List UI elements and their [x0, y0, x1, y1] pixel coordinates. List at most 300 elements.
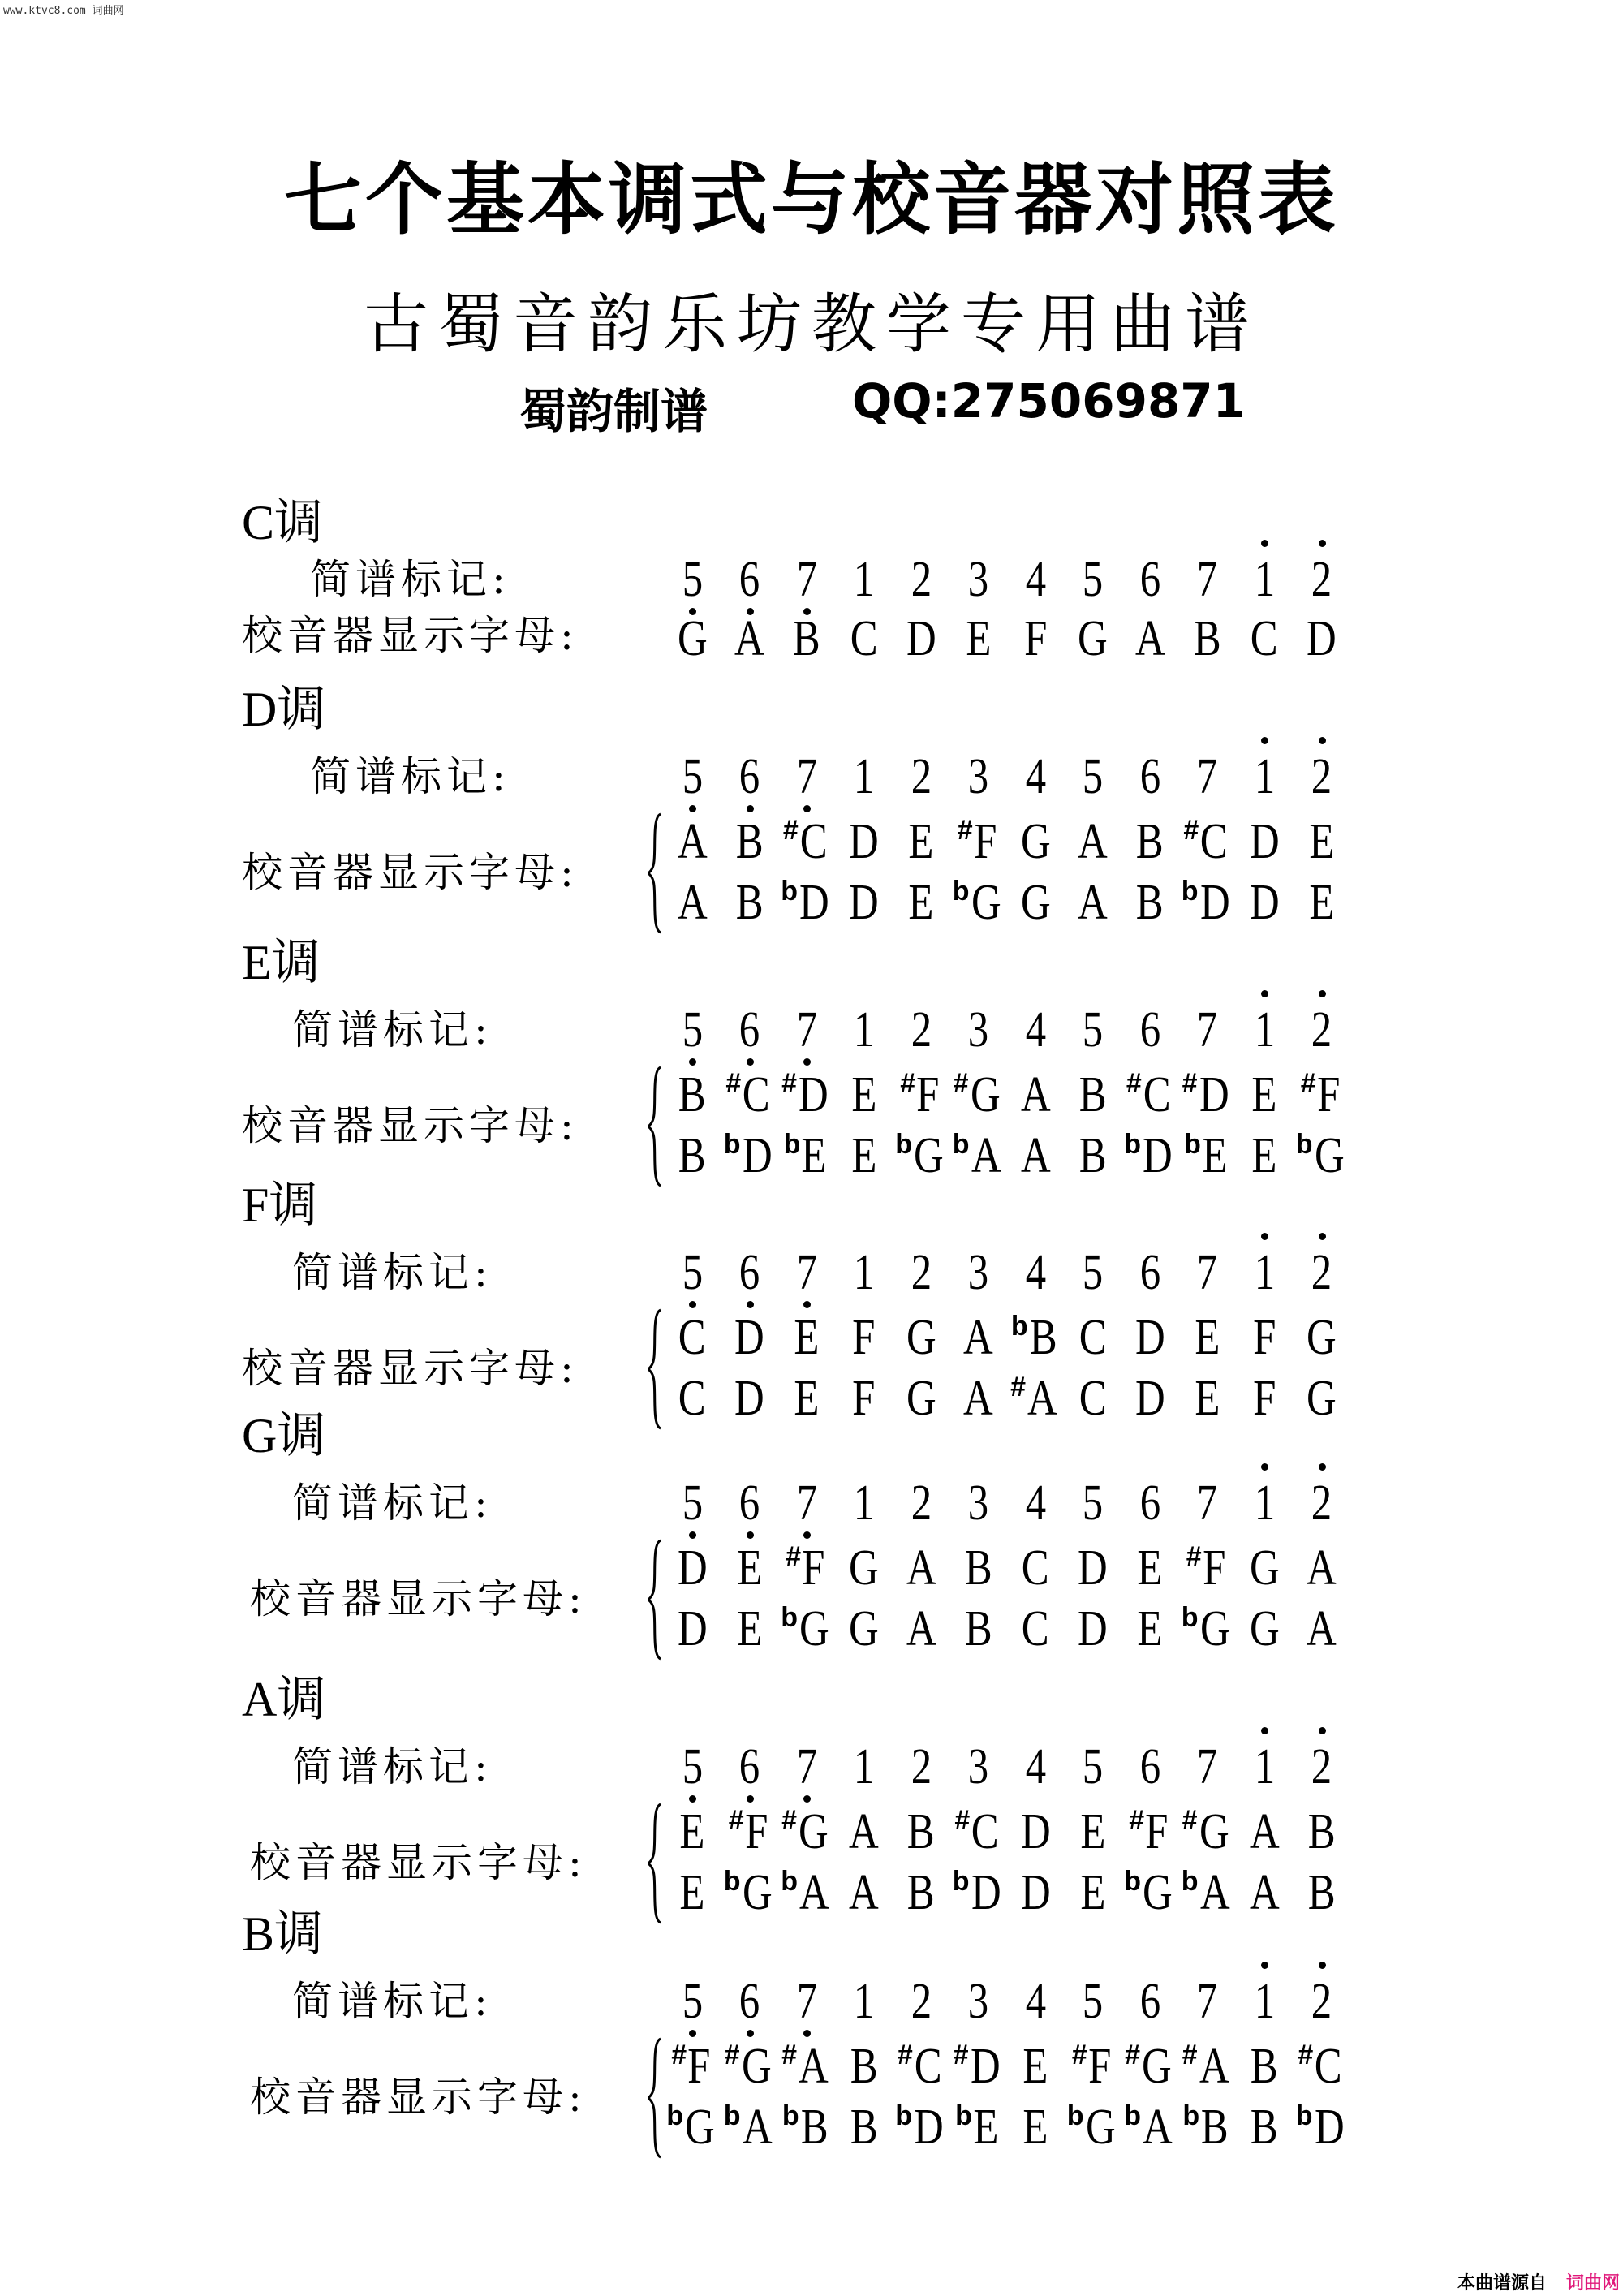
letter-name: E [679, 1865, 705, 1920]
jianpu-digit: 5 [682, 1002, 703, 1058]
jianpu-note [778, 1976, 835, 2027]
letter-name: E [1022, 2100, 1048, 2155]
jianpu-note [950, 1247, 1007, 1298]
letter-name: G [1085, 2100, 1116, 2155]
jianpu-note [1007, 1739, 1064, 1794]
jianpu-note [1179, 1976, 1236, 2027]
tuner-letter [778, 1540, 835, 1596]
letter-name: B [907, 1865, 935, 1920]
letter-name: D [1199, 1067, 1229, 1122]
jianpu-note [721, 554, 778, 605]
jianpu-digit: 3 [967, 1739, 989, 1794]
letter-name: D [734, 1371, 764, 1426]
jianpu-digit: 2 [1311, 1475, 1332, 1531]
flat-icon: b [1295, 2100, 1311, 2131]
tuner-letter [1294, 1312, 1350, 1363]
tuner-letter [836, 1373, 893, 1424]
letter-name: A [742, 2100, 773, 2155]
jianpu-note [950, 554, 1007, 605]
tuner-letter [778, 2100, 835, 2155]
tuner-letter [1294, 877, 1350, 928]
letter-name: F [1202, 1540, 1226, 1596]
jianpu-note [1179, 554, 1236, 605]
letter-name: C [914, 2039, 942, 2094]
flat-icon: b [723, 2100, 739, 2131]
letter-name: F [852, 1371, 876, 1426]
sharp-icon: # [1129, 1805, 1143, 1836]
letter-name: A [677, 875, 708, 930]
tuner-letter [836, 1128, 893, 1183]
letter-name: D [1249, 814, 1280, 869]
letter-name: E [965, 611, 992, 666]
tuner-letter [893, 816, 949, 867]
sharp-icon: # [782, 815, 797, 846]
tuner-letter [1065, 1373, 1121, 1424]
tuner-letter [1121, 1540, 1178, 1596]
sharp-icon: # [1071, 2040, 1086, 2070]
letter-name: D [1078, 1601, 1108, 1656]
tuner-letter [1065, 1540, 1121, 1596]
brace-icon [648, 1066, 662, 1187]
tuner-letter [1121, 816, 1178, 867]
letter-name: B [1307, 1804, 1336, 1859]
letter-name: E [736, 1540, 763, 1596]
letter-name: G [1020, 814, 1051, 869]
tuner-letter [1179, 2100, 1236, 2155]
octave-dot-above [1319, 1962, 1326, 1969]
letter-name: D [914, 2100, 944, 2155]
sharp-icon: # [1182, 2040, 1196, 2070]
octave-dot-above [1319, 1233, 1326, 1240]
jianpu-note [950, 1475, 1007, 1531]
octave-dot-below [689, 1058, 696, 1066]
brace-icon [648, 812, 662, 934]
jianpu-digit: 1 [853, 1245, 875, 1300]
qq-contact: QQ:275069871 [852, 373, 1246, 429]
sharp-icon: # [1182, 1068, 1196, 1099]
letter-name: D [1134, 1371, 1165, 1426]
tuner-letter [836, 2100, 893, 2155]
tuner-letter [721, 1601, 778, 1656]
jianpu-note [778, 749, 835, 804]
jianpu-note [664, 1002, 721, 1058]
tuner-letter [1179, 611, 1236, 666]
tuner-letter [778, 1373, 835, 1424]
tuner-letter [1179, 877, 1236, 928]
tuner-letter [664, 611, 721, 666]
octave-dot-below [747, 1301, 754, 1308]
letter-name: E [908, 814, 934, 869]
letter-name: F [744, 1804, 768, 1859]
tuner-letter [1007, 1601, 1064, 1656]
jianpu-digit: 6 [738, 1245, 760, 1300]
tuner-label: 校音器显示字母: [250, 1838, 587, 1886]
letter-name: G [799, 1601, 829, 1656]
letter-name: G [1020, 875, 1051, 930]
tuner-letter [893, 1312, 949, 1363]
tuner-letter [778, 1312, 835, 1363]
flat-icon: b [1124, 1866, 1139, 1897]
flat-icon: b [781, 1602, 796, 1633]
letter-name: A [1199, 1865, 1230, 1920]
tuner-letter [664, 1867, 721, 1918]
tuner-letter [836, 1601, 893, 1656]
letter-name: D [677, 1601, 708, 1656]
jianpu-digit: 6 [1139, 1245, 1160, 1300]
jianpu-digit: 6 [1139, 1475, 1160, 1531]
jianpu-note [1294, 1475, 1350, 1531]
tuner-label: 校音器显示字母: [242, 1101, 579, 1149]
sharp-icon: # [671, 2040, 686, 2070]
jianpu-digit: 4 [1025, 749, 1046, 804]
jianpu-digit: 7 [1196, 1475, 1218, 1531]
jianpu-digit: 7 [796, 1974, 817, 2029]
jianpu-digit: 1 [1254, 1002, 1275, 1058]
tuner-letter [778, 1804, 835, 1859]
tuner-letter [950, 1804, 1007, 1859]
octave-dot-above [1319, 737, 1326, 744]
jianpu-digit: 6 [1139, 1739, 1160, 1794]
flat-icon: b [1066, 2100, 1083, 2131]
jianpu-digit: 4 [1025, 1475, 1046, 1531]
tuner-letter [836, 1540, 893, 1596]
tuner-label: 校音器显示字母: [242, 612, 579, 659]
jianpu-digit: 5 [1082, 1974, 1104, 2029]
letter-name: A [906, 1540, 936, 1596]
flat-icon: b [1181, 876, 1197, 907]
letter-name: E [1251, 1067, 1277, 1122]
octave-dot-above [1261, 990, 1268, 997]
flat-icon: b [781, 2100, 798, 2131]
letter-name: A [849, 1865, 879, 1920]
octave-dot-above [1261, 1463, 1268, 1471]
letter-name: B [1251, 2039, 1278, 2094]
tuner-letter [1236, 877, 1293, 928]
jianpu-note [1179, 1739, 1236, 1794]
letter-name: B [850, 2100, 878, 2155]
flat-icon: b [1124, 2100, 1139, 2131]
jianpu-digit: 5 [1082, 552, 1104, 607]
jianpu-note [836, 1002, 893, 1058]
letter-name: C [1022, 1601, 1049, 1656]
tuner-letter [1179, 1373, 1236, 1424]
jianpu-digit: 3 [967, 1245, 989, 1300]
jianpu-note [778, 1475, 835, 1531]
letter-name: B [1029, 1310, 1057, 1365]
octave-dot-below [747, 1531, 754, 1539]
letter-name: D [1020, 1804, 1051, 1859]
tuner-letter [950, 877, 1007, 928]
jianpu-digit: 5 [1082, 1475, 1104, 1531]
jianpu-label: 简谱标记: [292, 1480, 493, 1527]
letter-name: G [906, 1371, 936, 1426]
jianpu-note [721, 1475, 778, 1531]
jianpu-digit: 6 [1139, 749, 1160, 804]
jianpu-digit: 3 [967, 1974, 989, 2029]
tuner-letter [1179, 816, 1236, 867]
octave-dot-above [1319, 1727, 1326, 1734]
jianpu-digit: 2 [911, 749, 932, 804]
tuner-letter [1294, 1373, 1350, 1424]
jianpu-digit: 7 [796, 1245, 817, 1300]
flat-icon: b [952, 876, 968, 907]
key-heading: D调 [242, 683, 326, 736]
brace-icon [648, 1803, 662, 1924]
jianpu-note [1294, 554, 1350, 605]
jianpu-digit: 7 [796, 1475, 817, 1531]
letter-name: B [1078, 1067, 1107, 1122]
octave-dot-above [1261, 1727, 1268, 1734]
octave-dot-below [803, 1058, 811, 1066]
tuner-letter [1294, 1601, 1350, 1656]
jianpu-digit: 5 [1082, 749, 1104, 804]
tuner-letter [664, 2039, 721, 2094]
letter-name: B [1136, 814, 1164, 869]
jianpu-note [664, 1475, 721, 1531]
letter-name: G [970, 1067, 1001, 1122]
letter-name: F [852, 1310, 876, 1365]
tuner-letter [1236, 1867, 1293, 1918]
letter-name: D [1307, 611, 1337, 666]
jianpu-note [1065, 1475, 1121, 1531]
flat-icon: b [955, 2100, 971, 2131]
jianpu-note [1007, 1475, 1064, 1531]
jianpu-digit: 5 [682, 552, 703, 607]
jianpu-note [664, 554, 721, 605]
jianpu-digit: 2 [1311, 749, 1332, 804]
tuner-letter [836, 877, 893, 928]
tuner-letter [1121, 2039, 1178, 2094]
watermark: www.ktvc8.com 词曲网 [3, 5, 124, 17]
tuner-letter [1065, 816, 1121, 867]
jianpu-digit: 4 [1025, 1974, 1046, 2029]
tuner-letter [721, 2100, 778, 2155]
letter-name: F [1252, 1371, 1276, 1426]
letter-name: G [849, 1540, 879, 1596]
jianpu-note [1236, 1247, 1293, 1298]
jianpu-digit: 1 [1254, 1974, 1275, 2029]
letter-name: G [1143, 1865, 1173, 1920]
letter-name: E [1308, 875, 1335, 930]
jianpu-digit: 1 [1254, 1475, 1275, 1531]
jianpu-digit: 5 [682, 749, 703, 804]
sharp-icon: # [781, 2040, 796, 2070]
tuner-letter [664, 1067, 721, 1122]
letter-name: C [971, 1804, 999, 1859]
jianpu-digit: 2 [1311, 1739, 1332, 1794]
jianpu-note [1236, 749, 1293, 804]
letter-name: B [907, 1804, 935, 1859]
tuner-letter [893, 1540, 949, 1596]
letter-name: F [1023, 611, 1048, 666]
tuner-letter [1065, 1867, 1121, 1918]
letter-name: B [735, 875, 764, 930]
tuner-letter [664, 1128, 721, 1183]
jianpu-digit: 6 [1139, 1002, 1160, 1058]
letter-name: G [1199, 1804, 1229, 1859]
jianpu-note [836, 554, 893, 605]
tuner-letter [1294, 2100, 1350, 2155]
tuner-letter [950, 2100, 1007, 2155]
sharp-icon: # [1186, 1541, 1200, 1572]
jianpu-note [1121, 749, 1178, 804]
jianpu-digit: 3 [967, 1002, 989, 1058]
jianpu-note [950, 1002, 1007, 1058]
jianpu-note [893, 1739, 949, 1794]
sharp-icon: # [953, 1068, 967, 1099]
jianpu-note [1007, 1002, 1064, 1058]
tuner-letter [1294, 2039, 1350, 2094]
jianpu-note [1007, 749, 1064, 804]
key-heading: F调 [242, 1178, 318, 1232]
tuner-letter [1236, 816, 1293, 867]
tuner-letter [721, 1312, 778, 1363]
letter-name: G [685, 2100, 715, 2155]
jianpu-digit: 2 [911, 1245, 932, 1300]
footer-site: 词曲网 [1566, 2273, 1621, 2294]
jianpu-digit: 6 [738, 1974, 760, 2029]
letter-name: A [1307, 1601, 1337, 1656]
letter-name: F [1252, 1310, 1276, 1365]
tuner-letter [664, 1373, 721, 1424]
letter-name: B [964, 1540, 992, 1596]
octave-dot-below [803, 1531, 811, 1539]
jianpu-note [950, 1739, 1007, 1794]
jianpu-label: 简谱标记: [292, 1006, 493, 1053]
tuner-letter [893, 1128, 949, 1183]
tuner-letter [778, 2039, 835, 2094]
jianpu-note [1065, 1002, 1121, 1058]
jianpu-digit: 5 [1082, 1002, 1104, 1058]
tuner-letter [1236, 1540, 1293, 1596]
jianpu-note [1065, 749, 1121, 804]
tuner-letter [1121, 1067, 1178, 1122]
letter-name: A [1307, 1540, 1337, 1596]
letter-name: A [971, 1128, 1001, 1183]
jianpu-note [1236, 1739, 1293, 1794]
octave-dot-below [803, 1301, 811, 1308]
jianpu-digit: 2 [911, 552, 932, 607]
sharp-icon: # [781, 1805, 796, 1836]
octave-dot-above [1261, 737, 1268, 744]
letter-name: E [850, 1067, 877, 1122]
tuner-letter [1179, 1067, 1236, 1122]
letter-name: D [1020, 1865, 1051, 1920]
brace-icon [648, 1308, 662, 1430]
tuner-letter [950, 1601, 1007, 1656]
tuner-letter [664, 877, 721, 928]
letter-name: B [678, 1067, 706, 1122]
jianpu-note [1121, 1739, 1178, 1794]
tuner-letter [1121, 1128, 1178, 1183]
jianpu-label: 简谱标记: [310, 753, 510, 800]
tuner-letter [778, 611, 835, 666]
letter-name: C [1143, 1067, 1171, 1122]
tuner-letter [1121, 1601, 1178, 1656]
page-title: 七个基本调式与校音器对照表 [284, 154, 1339, 245]
jianpu-note [893, 1475, 949, 1531]
tuner-letter [950, 611, 1007, 666]
jianpu-note [1236, 554, 1293, 605]
letter-name: E [794, 1310, 820, 1365]
tuner-label: 校音器显示字母: [242, 1344, 579, 1392]
tuner-letter [836, 1867, 893, 1918]
tuner-letter [1065, 2100, 1121, 2155]
jianpu-digit: 5 [1082, 1739, 1104, 1794]
tuner-letter [1236, 1067, 1293, 1122]
letter-name: G [849, 1601, 879, 1656]
jianpu-note [664, 1247, 721, 1298]
jianpu-digit: 4 [1025, 1002, 1046, 1058]
letter-name: F [802, 1540, 825, 1596]
tuner-letter [1294, 1867, 1350, 1918]
letter-name: G [1307, 1371, 1337, 1426]
letter-name: G [1142, 2039, 1172, 2094]
jianpu-digit: 6 [738, 552, 760, 607]
page-subtitle: 古蜀音韵乐坊教学专用曲谱 [364, 286, 1259, 362]
sharp-icon: # [954, 1805, 969, 1836]
octave-dot-below [747, 1058, 754, 1066]
tuner-letter [1179, 1128, 1236, 1183]
jianpu-digit: 2 [1311, 1974, 1332, 2029]
letter-name: D [1078, 1540, 1108, 1596]
tuner-letter [1065, 1128, 1121, 1183]
sharp-icon: # [1125, 2040, 1139, 2070]
tuner-letter [1294, 1128, 1350, 1183]
key-heading: E调 [242, 936, 321, 989]
jianpu-label: 简谱标记: [292, 1249, 493, 1296]
letter-name: A [1134, 611, 1165, 666]
letter-name: E [736, 1601, 763, 1656]
jianpu-digit: 1 [853, 749, 875, 804]
jianpu-digit: 1 [853, 1002, 875, 1058]
tuner-letter [664, 1312, 721, 1363]
jianpu-digit: 5 [682, 1974, 703, 2029]
jianpu-digit: 3 [967, 552, 989, 607]
letter-name: D [1199, 875, 1230, 930]
flat-icon: b [666, 2100, 682, 2131]
jianpu-digit: 3 [967, 749, 989, 804]
letter-name: E [1194, 1310, 1220, 1365]
letter-name: D [971, 1865, 1001, 1920]
tuner-letter [1007, 611, 1064, 666]
tuner-letter [950, 2039, 1007, 2094]
tuner-letter [950, 1540, 1007, 1596]
octave-dot-above [1261, 1233, 1268, 1240]
letter-name: D [1143, 1128, 1173, 1183]
octave-dot-below [689, 805, 696, 812]
jianpu-digit: 7 [1196, 1974, 1218, 2029]
octave-dot-below [689, 1531, 696, 1539]
jianpu-note [1294, 1002, 1350, 1058]
jianpu-digit: 3 [967, 1475, 989, 1531]
tuner-letter [1007, 1312, 1064, 1363]
jianpu-note [1121, 1475, 1178, 1531]
octave-dot-below [689, 2030, 696, 2037]
flat-icon: b [1182, 2100, 1199, 2131]
letter-name: G [1249, 1540, 1280, 1596]
tuner-letter [1121, 1867, 1178, 1918]
tuner-letter [721, 877, 778, 928]
tuner-letter [1065, 611, 1121, 666]
octave-dot-above [1319, 540, 1326, 547]
tuner-letter [1007, 2100, 1064, 2155]
jianpu-note [893, 554, 949, 605]
letter-name: G [1078, 611, 1108, 666]
brace-icon [648, 1539, 662, 1661]
letter-name: D [906, 611, 936, 666]
letter-name: A [963, 1310, 993, 1365]
